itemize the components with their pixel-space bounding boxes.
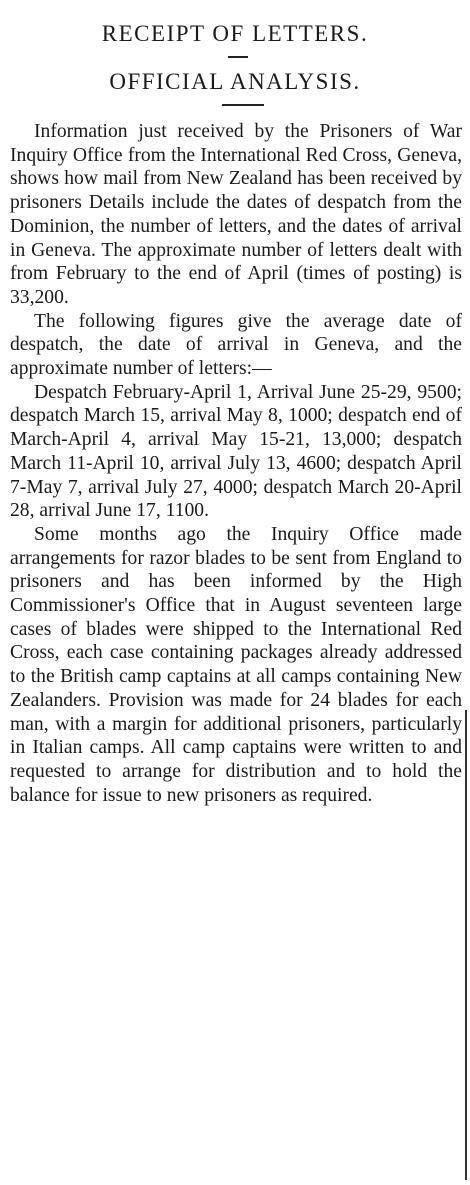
paragraph-mail-received: Information just received by the Prisoners of War Inquiry Office from the International Red Cross, Geneva, shows how mail from New Zealand has been received by prisoners Details include the dates of despatch from the Dominion, the number of letters, and the dates of arrival in Geneva. The approximate number of letters dealt with from February to the end of April (times of posting) is 33,200. xyxy=(10,121,462,308)
headline-divider xyxy=(228,56,248,58)
paragraph-figures-intro: The following figures give the average date of despatch, the date of arrival in Geneva, and the approximate number of letters:— xyxy=(10,310,462,380)
column-divider-line xyxy=(465,710,467,1180)
headline: RECEIPT OF LETTERS. xyxy=(101,21,369,46)
article-body xyxy=(10,120,462,807)
paragraph-despatch-figures: Despatch February-April 1, Arrival June 25-29, 9500; despatch March 15, arrival May 8, 1000; despatch end of March-April 4, arrival May 15-21, 13,000; despatch March 11-April 10, arrival July 13, 4600; despatch April 7-May 7, arrival July 27, 4000; despatch March 20-April 28, arrival June 17, 1100. xyxy=(10,381,462,522)
subheadline: OFFICIAL ANALYSIS. xyxy=(109,69,361,94)
paragraph-razor-blades: Some months ago the Inquiry Office made arrangements for razor blades to be sent from England to prisoners and has been informed by the High Commissioner's Office that in August seventeen large cases of blades were shipped to the International Red Cross, each case containing packages already addressed to the British camp captains at all camps containing New Zealanders. Provision was made for 24 blades for each man, with a margin for additional prisoners, particularly in Italian camps. All camp captains were written to and requested to arrange for distribution and to hold the balance for issue to new prisoners as required. xyxy=(10,523,462,806)
subheadline-divider xyxy=(222,104,264,106)
